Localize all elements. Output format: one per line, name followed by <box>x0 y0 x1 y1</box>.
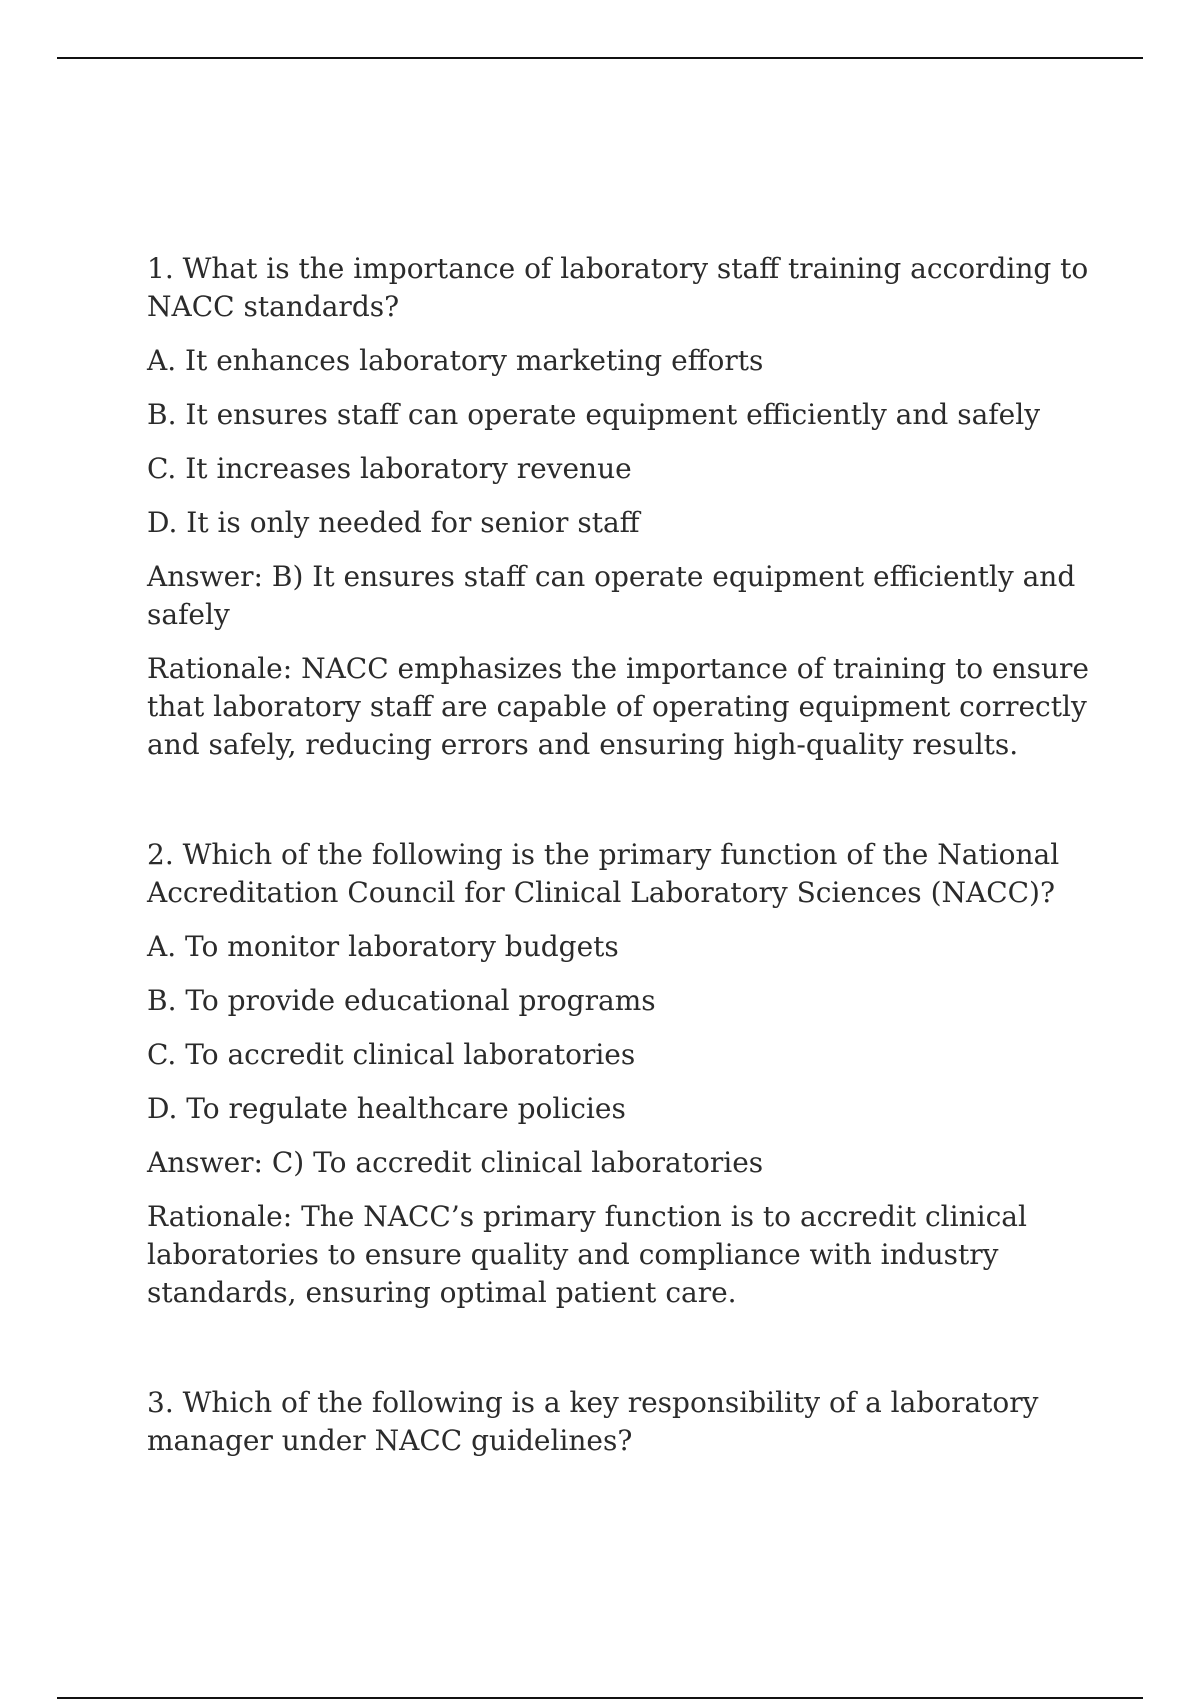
option-b: B. It ensures staff can operate equipment efficiently and safely <box>147 398 1041 431</box>
question-list <box>147 250 1097 1476</box>
rationale: Rationale: NACC emphasizes the importance of training to ensure that laboratory staff are capable of operating equipment correctly and safely, reducing errors and ensuring high-quality results. <box>147 652 1090 761</box>
question-prompt: Which of the following is a key responsibility of a laboratory manager under NACC guidelines? <box>147 1386 1039 1457</box>
question-prompt: What is the importance of laboratory staff training according to NACC standards? <box>147 252 1089 323</box>
option-a: A. To monitor laboratory budgets <box>147 930 619 963</box>
option-d: D. To regulate healthcare policies <box>147 1092 626 1125</box>
option-a: A. It enhances laboratory marketing efforts <box>147 344 764 377</box>
question-2 <box>147 836 1097 1312</box>
question-text <box>147 250 1097 326</box>
question-3 <box>147 1384 1097 1460</box>
option-d: D. It is only needed for senior staff <box>147 506 640 539</box>
answer: Answer: C) To accredit clinical laboratories <box>147 1146 764 1179</box>
top-divider <box>57 57 1143 59</box>
question-text <box>147 836 1097 912</box>
option-b: B. To provide educational programs <box>147 984 656 1017</box>
question-1 <box>147 250 1097 764</box>
question-number: 2. <box>147 838 174 871</box>
question-number: 3. <box>147 1386 174 1419</box>
question-number: 1. <box>147 252 174 285</box>
option-c: C. It increases laboratory revenue <box>147 452 632 485</box>
question-prompt: Which of the following is the primary function of the National Accreditation Council for Clinical Laboratory Sciences (NACC)? <box>147 838 1060 909</box>
question-text <box>147 1384 1097 1460</box>
answer: Answer: B) It ensures staff can operate equipment efficiently and safely <box>147 560 1076 631</box>
option-c: C. To accredit clinical laboratories <box>147 1038 636 1071</box>
rationale: Rationale: The NACC’s primary function is to accredit clinical laboratories to ensure quality and compliance with industry standards, ensuring optimal patient care. <box>147 1200 1027 1309</box>
bottom-divider <box>57 1697 1143 1699</box>
